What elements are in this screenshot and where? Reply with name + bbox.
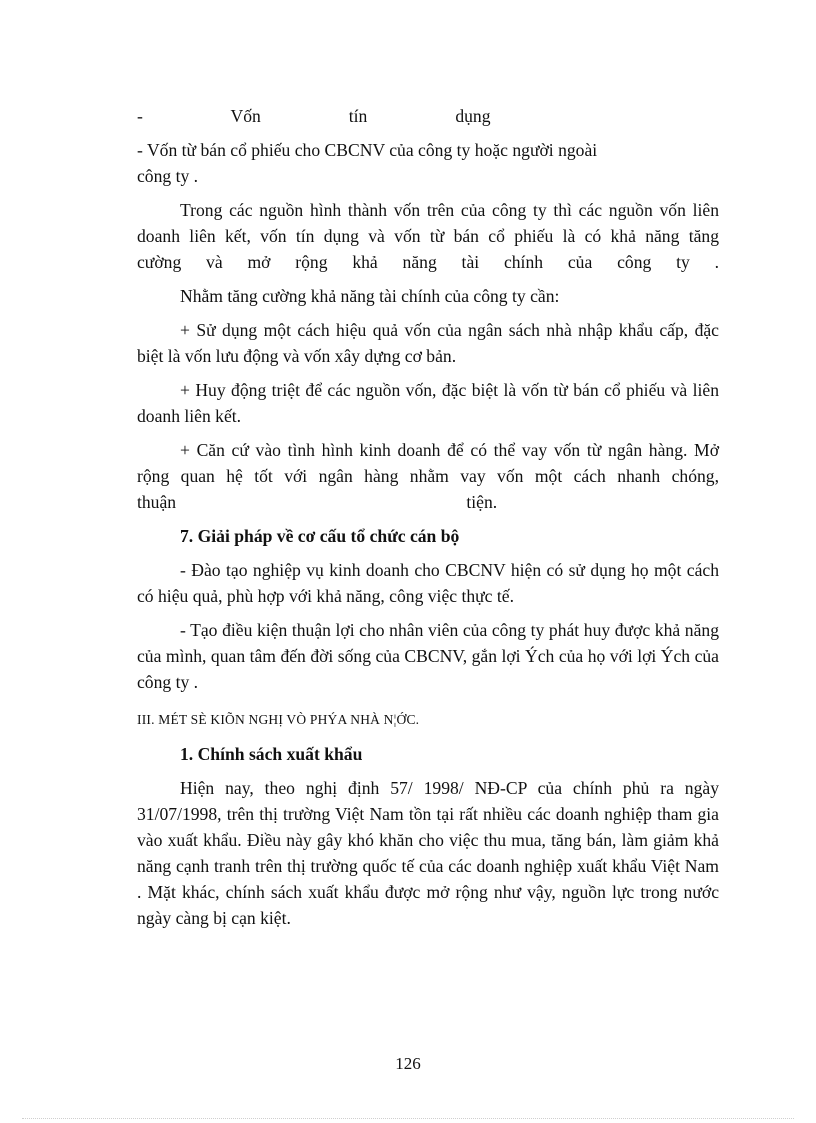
paragraph-nguon-von: Trong các nguồn hình thành vốn trên của công ty thì các nguồn vốn liên doanh liên kết, vốn tín dụng và vốn từ bán cổ phiếu là có khả năng tăng <box>137 200 719 246</box>
paragraph-von-co-phieu: - Vốn từ bán cổ phiếu cho CBCNV của công ty hoặc người ngoài <box>137 140 598 160</box>
section-heading-1: 1. Chính sách xuất khẩu <box>180 744 363 764</box>
paragraph-can-cu: + Căn cứ vào tình hình kinh doanh để có thể vay vốn từ ngân hàng. Mở rộng quan hệ tốt với ngân hàng nhằm vay vốn một cách nhanh chóng, <box>137 440 719 486</box>
page-edge-divider <box>22 1118 794 1119</box>
page-number: 126 <box>395 1054 421 1073</box>
section-heading-iii: III. MÉT SÈ KIÕN NGHỊ VÒ PHÝA NHÀ N¦ỚC. <box>137 712 420 727</box>
paragraph-nham-tang-cuong: Nhằm tăng cường khả năng tài chính của công ty cần: <box>180 286 560 306</box>
paragraph-hien-nay: Hiện nay, theo nghị định 57/ 1998/ NĐ-CP của chính phủ ra ngày 31/07/1998, trên thị trường Việt Nam tồn tại rất nhiều các doanh nghiệp tham gia vào xuất khẩu. Điều này gây khó khăn cho việc thu mua, tăng bán, làm giảm khả năng cạnh tranh trên thị trường quốc tế của các doanh nghiệp xuất khẩu Việt Nam . Mặt khác, chính sách xuất khẩu được mở rộng như vậy, nguồn lực trong nước ngày càng bị cạn kiệt. <box>137 778 719 928</box>
paragraph-cong-ty: công ty . <box>137 166 199 186</box>
paragraph-dao-tao: - Đào tạo nghiệp vụ kinh doanh cho CBCNV hiện có sử dụng họ một cách có hiệu quả, phù hợp với khả năng, công việc thực tế. <box>137 560 719 606</box>
paragraph-thuan-tien: thuận tiện. <box>137 492 498 512</box>
body-text <box>137 103 719 931</box>
section-heading-7: 7. Giải pháp về cơ cấu tổ chức cán bộ <box>180 526 460 546</box>
paragraph-von-tin-dung: - Vốn tín dụng <box>137 106 491 126</box>
paragraph-tao-dieu-kien: - Tạo điều kiện thuận lợi cho nhân viên của công ty phát huy được khả năng của mình, quan tâm đến đời sống của CBCNV, gắn lợi Ých của họ với lợi Ých của công ty . <box>137 620 719 692</box>
paragraph-tang-cuong: cường và mở rộng khả năng tài chính của công ty . <box>137 252 719 272</box>
paragraph-huy-dong: + Huy động triệt để các nguồn vốn, đặc biệt là vốn từ bán cổ phiếu và liên doanh liên kết. <box>137 380 719 426</box>
paragraph-su-dung-von: + Sử dụng một cách hiệu quả vốn của ngân sách nhà nhập khẩu cấp, đặc biệt là vốn lưu động và vốn xây dựng cơ bản. <box>137 320 719 366</box>
